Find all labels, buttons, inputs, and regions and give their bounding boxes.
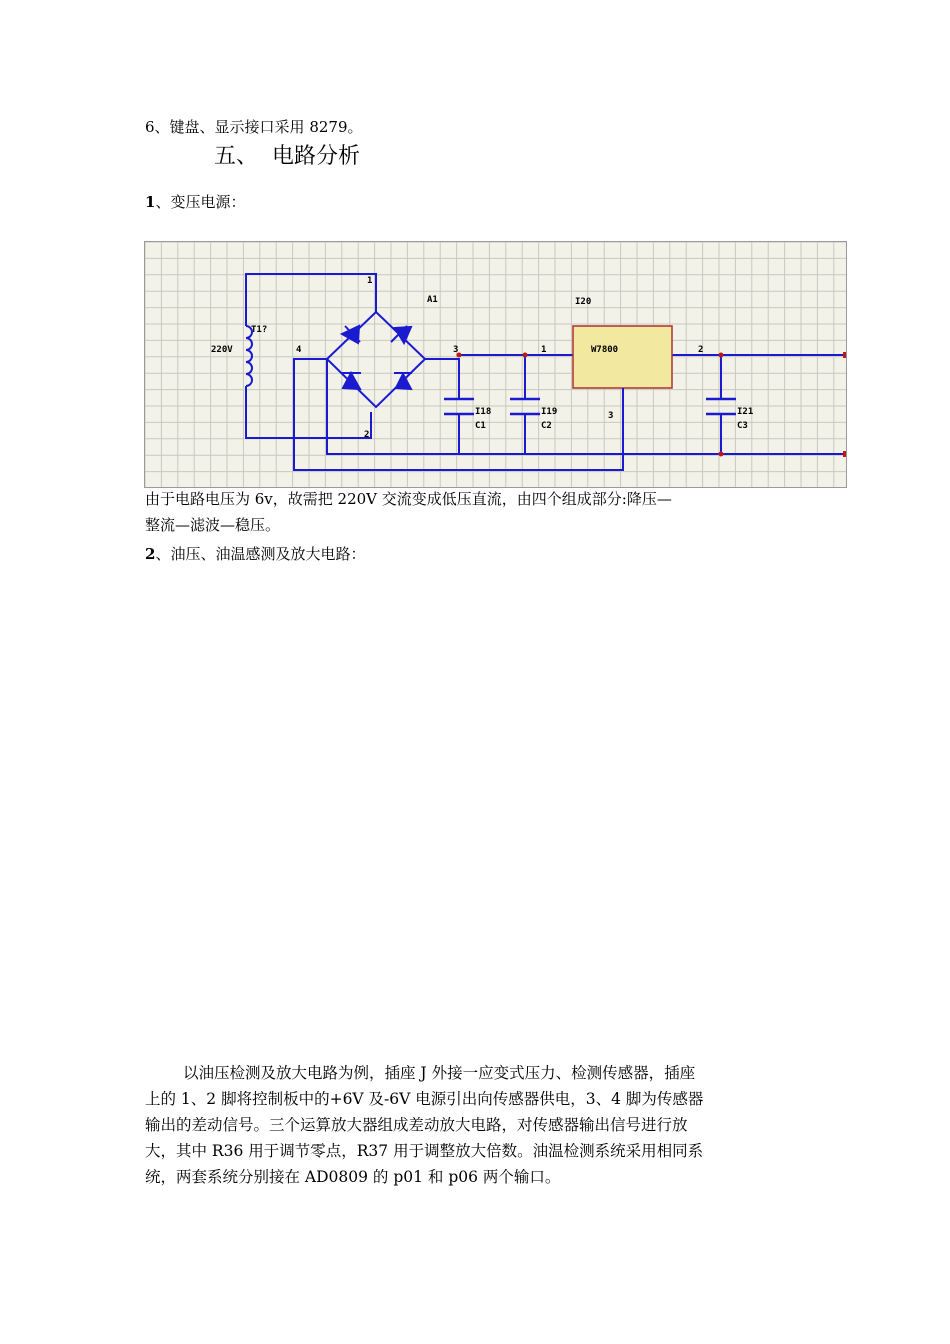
- voltage-label: 220V: [211, 345, 233, 355]
- bridge-pin-right-label: 3: [453, 345, 459, 355]
- caption-line-1: 由于电路电压为 6v，故需把 220V 交流变成低压直流，由四个组成部分:降压—: [145, 490, 672, 508]
- bridge-ref-label: A1: [427, 295, 438, 305]
- section-number: 五、: [214, 144, 259, 169]
- paragraph-line: 上的 1、2 脚将控制板中的+6V 及-6V 电源引出向传感器供电，3、4 脚为传感器: [145, 1090, 704, 1108]
- regulator-pin-out-label: 2: [698, 345, 704, 355]
- transformer-ref-label: T1?: [251, 325, 268, 335]
- caption-line-2: 整流—滤波—稳压。: [145, 516, 281, 534]
- regulator-box: [573, 326, 672, 388]
- regulator-ref-label: I20: [575, 297, 592, 307]
- paragraph-line: 统，两套系统分别接在 AD0809 的 p01 和 p06 两个输口。: [145, 1168, 561, 1186]
- c2-label: C2: [541, 421, 552, 431]
- regulator-pin-in-label: 1: [541, 345, 547, 355]
- c1-ref-label: I18: [475, 407, 492, 417]
- subheading-power: [145, 191, 245, 213]
- description-paragraph: [145, 1060, 805, 1190]
- paragraph-line: 输出的差动信号。三个运算放大器组成差动放大电路，对传感器输出信号进行放: [145, 1116, 688, 1134]
- bridge-pin-bottom-label: 2: [364, 430, 370, 440]
- subheading-text: 、油压、油温感测及放大电路：: [155, 545, 366, 563]
- section-title: 电路分析: [272, 144, 361, 169]
- subheading-sensor: [145, 543, 365, 565]
- bridge-pin-top-label: 1: [367, 276, 373, 286]
- wires: [246, 274, 846, 470]
- paragraph-line: 大，其中 R36 用于调节零点，R37 用于调整放大倍数。油温检测系统采用相同系: [145, 1142, 704, 1160]
- c3-label: C3: [737, 421, 748, 431]
- regulator-pin-gnd-label: 3: [608, 411, 614, 421]
- power-supply-schematic: [144, 241, 847, 488]
- bridge-pin-left-label: 4: [296, 345, 302, 355]
- subheading-text: 、变压电源：: [155, 193, 246, 211]
- regulator-label: W7800: [591, 345, 619, 355]
- subheading-number: 2: [145, 545, 156, 563]
- c2-ref-label: I19: [541, 407, 558, 417]
- paragraph-line: 以油压检测及放大电路为例，插座 J 外接一应变式压力、检测传感器，插座: [183, 1064, 696, 1082]
- section-heading: [214, 142, 374, 172]
- schematic-svg: [145, 242, 846, 487]
- c3-ref-label: I21: [737, 407, 754, 417]
- list-item-6: 6、键盘、显示接口采用 8279。: [145, 118, 363, 136]
- c1-label: C1: [475, 421, 486, 431]
- subheading-number: 1: [145, 193, 156, 211]
